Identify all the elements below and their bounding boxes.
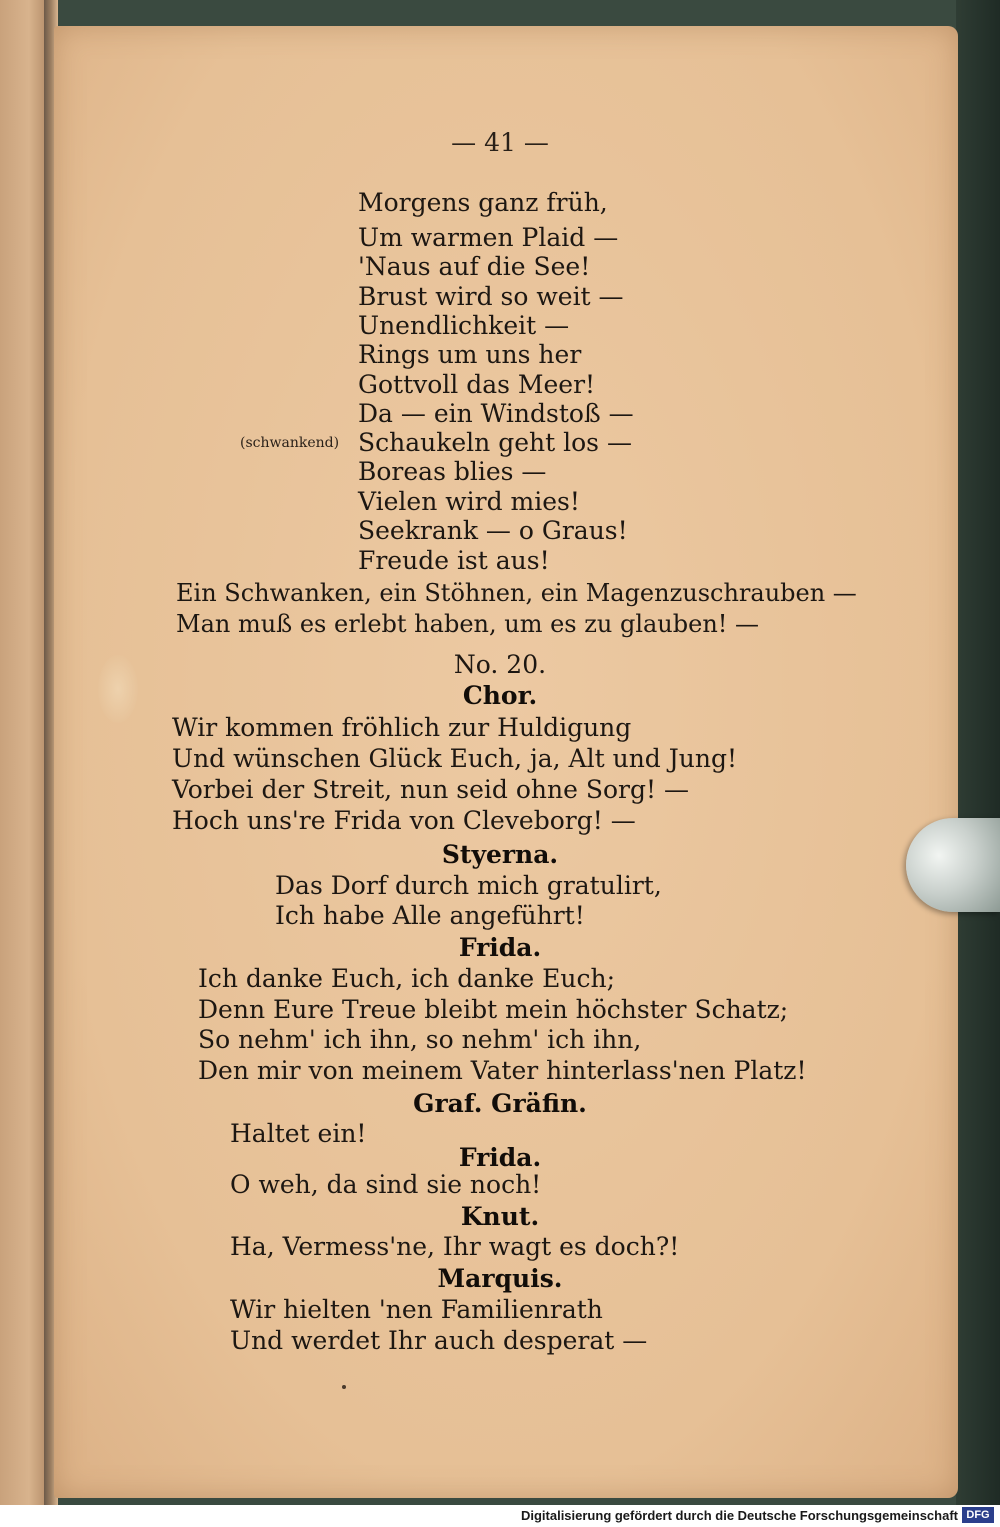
- speaker-heading: Knut.: [460, 1202, 540, 1231]
- speaker-heading: Chor.: [462, 681, 538, 710]
- stanza-line: Seekrank — o Graus!: [358, 516, 628, 545]
- closing-line: Ein Schwanken, ein Stöhnen, ein Magenzuschrauben —: [176, 579, 857, 607]
- speaker-heading: Marquis.: [437, 1264, 563, 1293]
- verse-line: Ich danke Euch, ich danke Euch;: [198, 964, 615, 993]
- ink-dot: [342, 1385, 346, 1389]
- verse-line: O weh, da sind sie noch!: [230, 1170, 542, 1199]
- verse-line: Den mir von meinem Vater hinterlass'nen Platz!: [198, 1056, 807, 1085]
- stanza-line: Da — ein Windstoß —: [358, 399, 634, 428]
- stanza-line: 'Naus auf die See!: [358, 252, 591, 281]
- verse-line: Ich habe Alle angeführt!: [275, 901, 585, 930]
- footer-credit: Digitalisierung gefördert durch die Deutsche Forschungsgemeinschaft: [520, 1508, 958, 1523]
- stanza-line: Gottvoll das Meer!: [358, 370, 596, 399]
- verse-line: Und wünschen Glück Euch, ja, Alt und Jung!: [172, 744, 738, 773]
- speaker-heading: Graf. Gräfin.: [413, 1089, 587, 1118]
- stanza-line: Brust wird so weit —: [358, 282, 624, 311]
- stanza-line: Rings um uns her: [358, 340, 582, 369]
- verse-line: So nehm' ich ihn, so nehm' ich ihn,: [198, 1025, 642, 1054]
- verse-line: Wir hielten 'nen Familienrath: [230, 1295, 603, 1324]
- stanza-line: Boreas blies —: [358, 457, 547, 486]
- verse-line: Wir kommen fröhlich zur Huldigung: [172, 713, 632, 742]
- verse-line: Vorbei der Streit, nun seid ohne Sorg! —: [172, 775, 689, 804]
- stanza-line: Vielen wird mies!: [358, 487, 580, 516]
- speaker-heading: Frida.: [458, 1143, 542, 1172]
- dfg-logo-icon: DFG: [962, 1507, 994, 1523]
- stanza-line: Unendlichkeit —: [358, 311, 570, 340]
- verse-line: Haltet ein!: [230, 1119, 367, 1148]
- speaker-heading: Frida.: [458, 933, 542, 962]
- speaker-heading: Styerna.: [441, 840, 559, 869]
- verse-line: Das Dorf durch mich gratulirt,: [275, 871, 662, 900]
- verse-line: Denn Eure Treue bleibt mein höchster Schatz;: [198, 995, 789, 1024]
- verse-line: Und werdet Ihr auch desperat —: [230, 1326, 648, 1355]
- stage-direction: (schwankend): [240, 435, 340, 451]
- stanza-line: Morgens ganz früh,: [358, 188, 608, 217]
- page-number: — 41 —: [451, 128, 549, 157]
- stanza-line: Schaukeln geht los —: [358, 428, 632, 457]
- number-heading: No. 20.: [453, 650, 547, 679]
- stanza-line: Freude ist aus!: [358, 546, 550, 575]
- closing-line: Man muß es erlebt haben, um es zu glauben! —: [176, 610, 760, 638]
- stanza-line: Um warmen Plaid —: [358, 223, 619, 252]
- verse-line: Hoch uns're Frida von Cleveborg! —: [172, 806, 636, 835]
- footer-bar: [0, 1505, 1000, 1527]
- verse-line: Ha, Vermess'ne, Ihr wagt es doch?!: [230, 1232, 680, 1261]
